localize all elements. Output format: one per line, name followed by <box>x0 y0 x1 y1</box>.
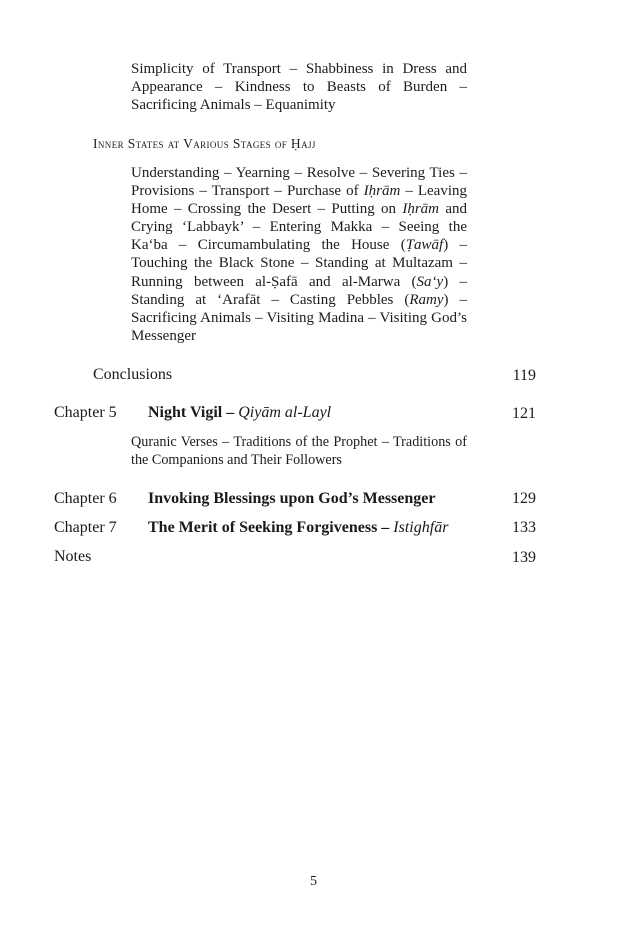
text-segment: – Leaving Home – Crossing the Desert – Putting on <box>131 183 467 218</box>
italic-term: Ṭawāf <box>405 237 444 254</box>
hajj-stages-paragraph <box>131 164 467 345</box>
page-number-chapter-7: 133 <box>512 519 536 536</box>
chapter-7-subtitle: Istighfār <box>393 519 449 536</box>
chapter-7-title-text: The Merit of Seeking Forgiveness – <box>148 519 390 536</box>
text-segment: ) – Standing at ‘Arafāt – Casting Pebbles ( <box>131 273 467 308</box>
page-number-notes: 139 <box>512 549 536 566</box>
chapter-7-title <box>148 519 448 537</box>
page-number-chapter-6: 129 <box>512 490 536 507</box>
chapter-6-title: Invoking Blessings upon God’s Messenger <box>148 490 436 507</box>
chapter-6-label: Chapter 6 <box>54 490 117 507</box>
section-heading: Inner States at Various Stages of Ḥajj <box>93 136 316 151</box>
italic-term: Iḥrām <box>363 183 401 200</box>
text-segment: ) – Touching the Black Stone – Standing at Multazam – Running between al-Ṣafā and al-Marwa ( <box>131 237 467 290</box>
toc-entry-conclusions: Conclusions <box>93 366 173 383</box>
text-segment: Understanding – Yearning – Resolve – Severing Ties – Provisions – Transport – Purchase of <box>131 165 467 200</box>
page-folio-number: 5 <box>310 874 317 889</box>
italic-term: Iḥrām <box>402 201 440 218</box>
chapter-5-title <box>148 404 331 422</box>
chapter-7-label: Chapter 7 <box>54 519 117 536</box>
text-segment: and Crying ‘Labbayk’ – Entering Makka – Seeing the Ka‘ba – Circumambulating the House ( <box>131 201 467 254</box>
page-number-conclusions: 119 <box>512 367 536 384</box>
italic-term: Ramy <box>409 291 444 308</box>
chapter-5-label: Chapter 5 <box>54 404 117 421</box>
toc-entry-notes: Notes <box>54 548 92 565</box>
contents-subtopics-paragraph: Simplicity of Transport – Shabbiness in Dress and Appearance – Kindness to Beasts of Burden – Sacrificing Animals – Equanimity <box>131 61 467 114</box>
chapter-5-title-text: Night Vigil – <box>148 404 235 421</box>
text-segment: ) – Sacrificing Animals – Visiting Madina – Visiting God’s Messenger <box>131 291 467 344</box>
chapter-5-description: Quranic Verses – Traditions of the Prophet – Traditions of the Companions and Their Followers <box>131 434 467 468</box>
italic-term: Sa‘y <box>416 273 444 290</box>
chapter-5-subtitle: Qiyām al-Layl <box>238 404 332 421</box>
page-number-chapter-5: 121 <box>512 405 536 422</box>
